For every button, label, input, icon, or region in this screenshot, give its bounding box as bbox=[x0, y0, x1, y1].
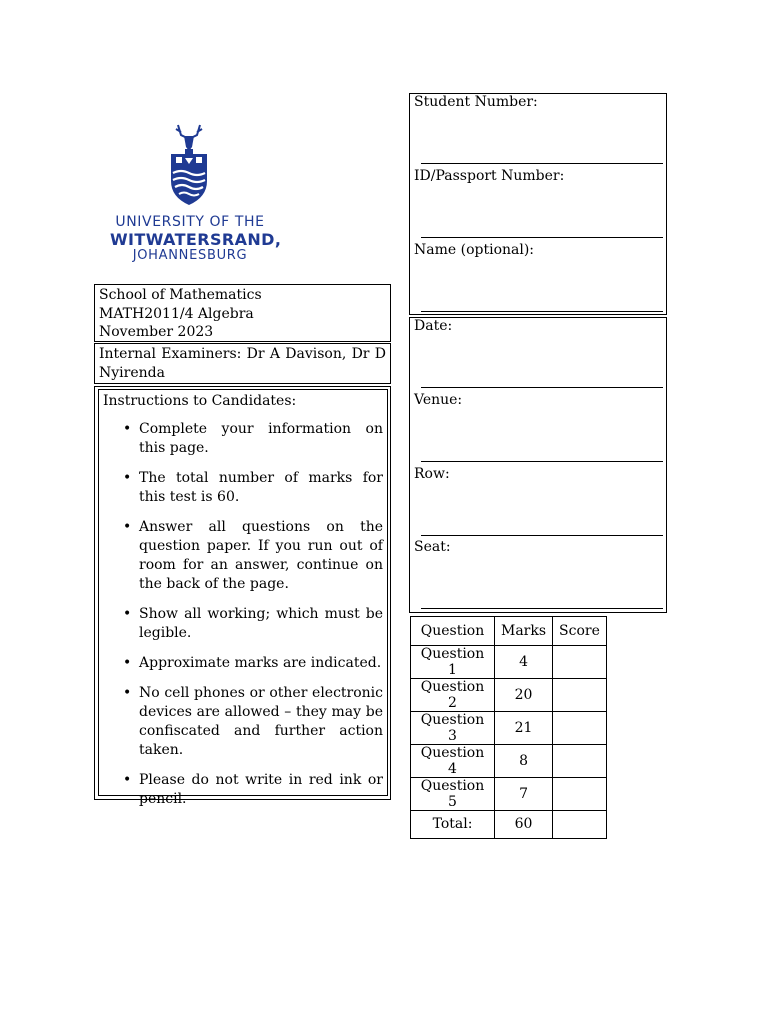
table-header-row bbox=[411, 617, 607, 646]
header-score: Score bbox=[553, 617, 607, 646]
name-label: Name (optional): bbox=[414, 242, 535, 258]
course-info-box bbox=[94, 284, 391, 342]
date-field[interactable] bbox=[421, 387, 663, 388]
student-number-label: Student Number: bbox=[414, 94, 538, 110]
school-name: School of Mathematics bbox=[99, 287, 262, 303]
examiners-box bbox=[94, 343, 391, 384]
university-name-line-3: JOHANNESBURG bbox=[132, 248, 248, 263]
venue-label: Venue: bbox=[414, 392, 463, 408]
row-field[interactable] bbox=[421, 535, 663, 536]
seat-label: Seat: bbox=[414, 539, 451, 555]
marks-table bbox=[410, 616, 607, 839]
instructions-title: Instructions to Candidates: bbox=[103, 393, 297, 409]
question-cell: Question 2 bbox=[411, 678, 495, 711]
university-crest-logo bbox=[164, 123, 214, 209]
table-row bbox=[411, 711, 607, 744]
id-passport-label: ID/Passport Number: bbox=[414, 168, 565, 184]
total-marks: 60 bbox=[495, 810, 553, 839]
instruction-item: • The total number of marks for this test is 60. bbox=[103, 469, 383, 507]
score-cell[interactable] bbox=[553, 678, 607, 711]
student-details-box bbox=[409, 93, 667, 315]
exam-date: November 2023 bbox=[99, 324, 214, 340]
marks-cell: 21 bbox=[495, 711, 553, 744]
instruction-item: • Show all working; which must be legible. bbox=[103, 605, 383, 643]
instruction-item: • Please do not write in red ink or pencil. bbox=[103, 771, 383, 809]
course-code: MATH2011/4 Algebra bbox=[99, 305, 254, 322]
table-row bbox=[411, 744, 607, 777]
university-name-line-2: WITWATERSRAND, bbox=[110, 230, 282, 249]
instruction-item: • Answer all questions on the question paper. If you run out of room for an answer, continue on the back of the page. bbox=[103, 518, 383, 594]
question-cell: Question 4 bbox=[411, 744, 495, 777]
student-number-field[interactable] bbox=[421, 163, 663, 164]
marks-cell: 4 bbox=[495, 645, 553, 678]
exam-details-box bbox=[409, 317, 667, 613]
total-score-cell[interactable] bbox=[553, 810, 607, 839]
instruction-item: • Approximate marks are indicated. bbox=[103, 654, 383, 673]
id-passport-field[interactable] bbox=[421, 237, 663, 238]
instruction-item: • No cell phones or other electronic devices are allowed – they may be confiscated and further action taken. bbox=[103, 684, 383, 760]
score-cell[interactable] bbox=[553, 777, 607, 810]
total-label: Total: bbox=[411, 810, 495, 839]
score-cell[interactable] bbox=[553, 645, 607, 678]
marks-cell: 8 bbox=[495, 744, 553, 777]
table-row bbox=[411, 678, 607, 711]
table-row bbox=[411, 645, 607, 678]
question-cell: Question 1 bbox=[411, 645, 495, 678]
question-cell: Question 5 bbox=[411, 777, 495, 810]
examiners-text: Internal Examiners: Dr A Davison, Dr D Nyirenda bbox=[99, 346, 386, 381]
instructions-box bbox=[98, 389, 388, 807]
header-question: Question bbox=[411, 617, 495, 646]
instruction-item: • Complete your information on this page. bbox=[103, 420, 383, 458]
marks-cell: 7 bbox=[495, 777, 553, 810]
name-field[interactable] bbox=[421, 311, 663, 312]
instructions-list bbox=[103, 420, 383, 809]
score-cell[interactable] bbox=[553, 744, 607, 777]
header-marks: Marks bbox=[495, 617, 553, 646]
university-name-line-1: UNIVERSITY OF THE bbox=[115, 214, 265, 230]
row-label: Row: bbox=[414, 466, 450, 482]
table-total-row bbox=[411, 810, 607, 839]
seat-field[interactable] bbox=[421, 608, 663, 609]
venue-field[interactable] bbox=[421, 461, 663, 462]
table-row bbox=[411, 777, 607, 810]
marks-cell: 20 bbox=[495, 678, 553, 711]
question-cell: Question 3 bbox=[411, 711, 495, 744]
date-label: Date: bbox=[414, 318, 453, 334]
score-cell[interactable] bbox=[553, 711, 607, 744]
